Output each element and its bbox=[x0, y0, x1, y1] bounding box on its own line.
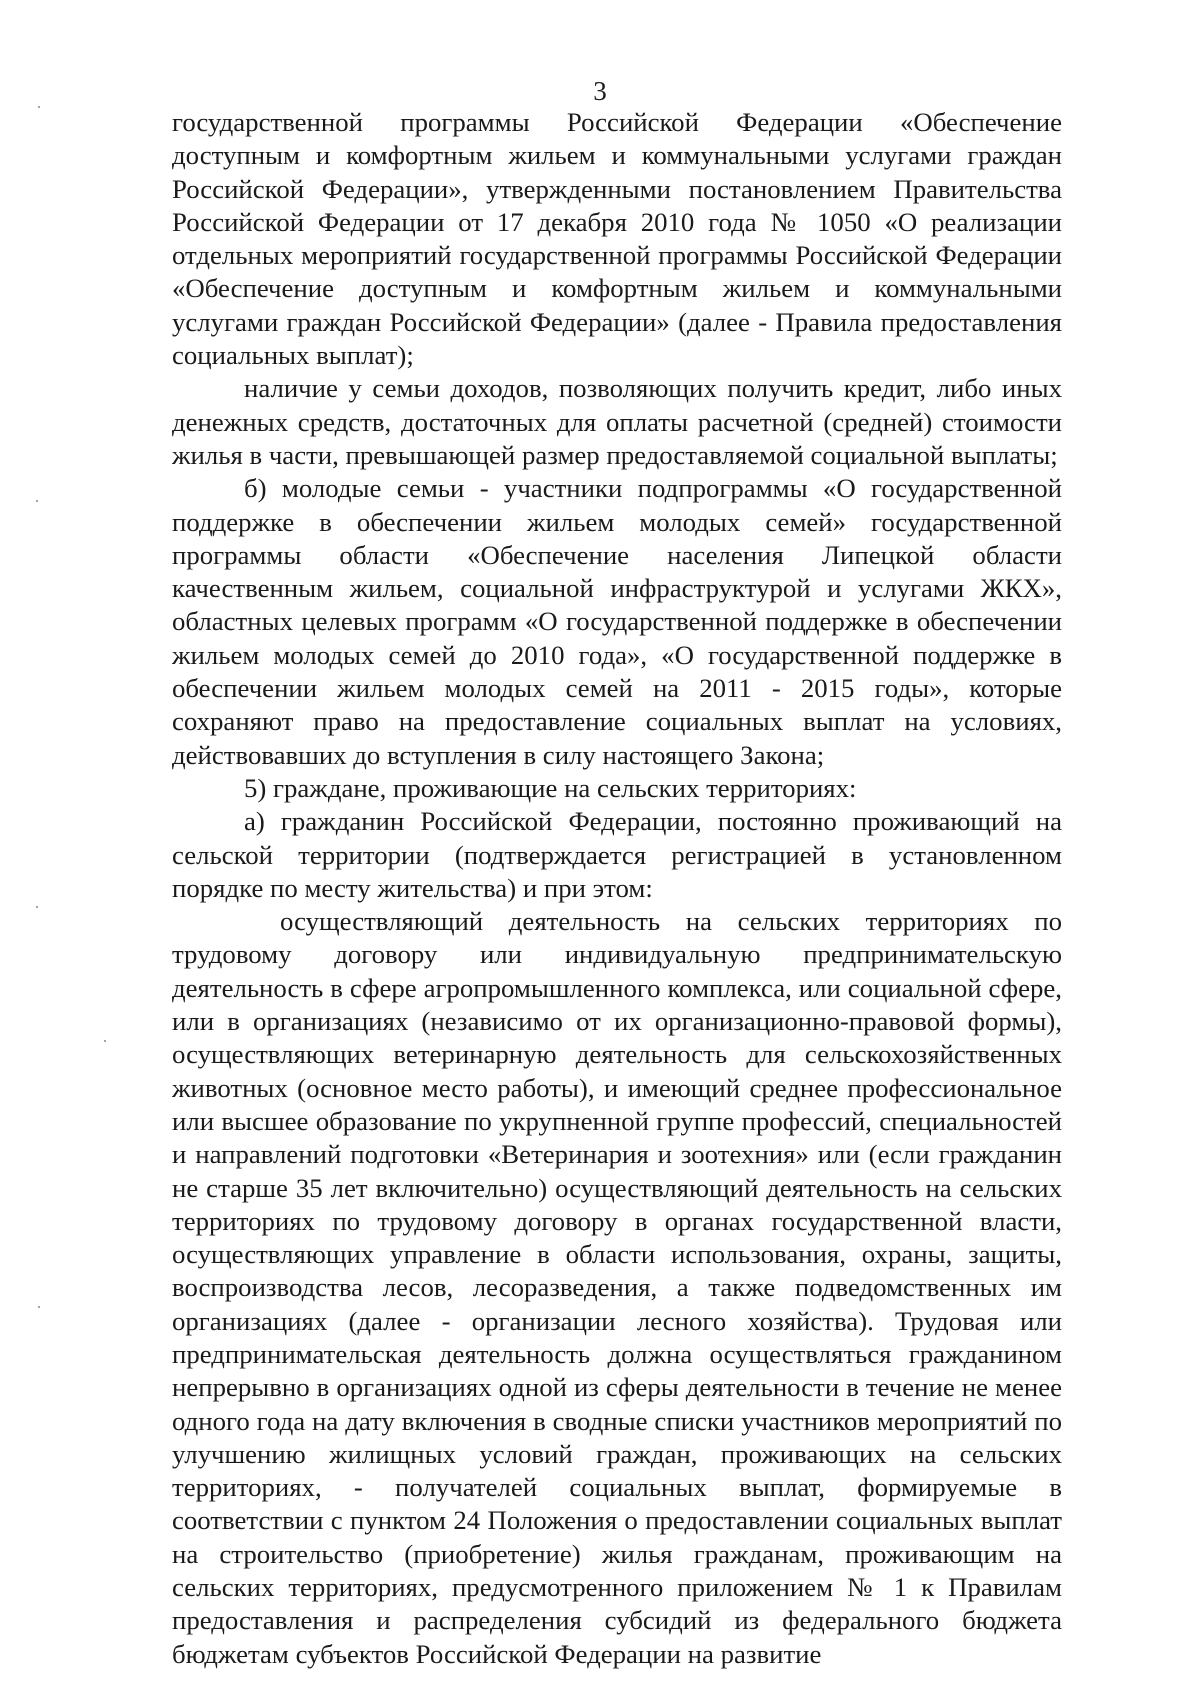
page-number: 3 bbox=[593, 76, 607, 106]
paragraph-rural-employment: осуществляющий деятельность на сельских территориях по трудовому договору или индивидуальную предпринимательскую деятельность в сфере агропромышленного комплекса, или социальной сфере, или в организациях (независимо от их организационно-правовой формы), осуществляющих ветеринарную деятельность для сельскохозяйственных животных (основное место работы), и имеющий среднее профессиональное или высшее образование по укрупненной группе профессий, специальностей и направлений подготовки «Ветеринария и зоотехния» или (если гражданин не старше 35 лет включительно) осуществляющий деятельность на сельских территориях по трудовому договору в органах государственной власти, осуществляющих управление в области использования, охраны, защиты, воспроизводства лесов, лесоразведения, а также подведомственных им организациях (далее - организации лесного хозяйства). Трудовая или предпринимательская деятельность должна осуществляться гражданином непрерывно в организациях одной из сферы деятельности в течение не менее одного года на дату включения в сводные списки участников мероприятий по улучшению жилищных условий граждан, проживающих на сельских территориях, - получателей социальных выплат, формируемые в соответствии с пунктом 24 Положения о предоставлении социальных выплат на строительство (приобретение) жилья гражданам, проживающим на сельских территориях, предусмотренного приложением № 1 к Правилам предоставления и распределения субсидий из федерального бюджета бюджетам субъектов Российской Федерации на развитие bbox=[172, 906, 1062, 1669]
scan-speck bbox=[104, 1040, 106, 1042]
scan-speck bbox=[36, 500, 38, 502]
paragraph-young-families: б) молодые семьи - участники подпрограммы «О государственной поддержке в обеспечении жильем молодых семей» государственной программы области «Обеспечение населения Липецкой области качественным жильем, социальной инфраструктурой и услугами ЖКХ», областных целевых программ «О государственной поддержке в обеспечении жильем молодых семей до 2010 года», «О государственной поддержке в обеспечении жильем молодых семей на 2011 - 2015 годы», которые сохраняют право на предоставление социальных выплат на условиях, действовавших до вступления в силу настоящего Закона; bbox=[172, 473, 1062, 770]
document-body bbox=[172, 106, 1062, 1671]
paragraph-program-reference: государственной программы Российской Федерации «Обеспечение доступным и комфортным жильем и коммунальными услугами граждан Российской Федерации», утвержденными постановлением Правительства Российской Федерации от 17 декабря 2010 года № 1050 «О реализации отдельных мероприятий государственной программы Российской Федерации «Обеспечение доступным и комфортным жильем и коммунальными услугами граждан Российской Федерации» (далее - Правила предоставления социальных выплат); bbox=[172, 107, 1062, 371]
paragraph-income-condition: наличие у семьи доходов, позволяющих получить кредит, либо иных денежных средств, достаточных для оплаты расчетной (средней) стоимости жилья в части, превышающей размер предоставляемой социальной выплаты; bbox=[172, 373, 1062, 470]
scan-speck bbox=[36, 906, 38, 908]
paragraph-rural-citizens: 5) граждане, проживающие на сельских территориях: bbox=[244, 772, 857, 803]
scan-speck bbox=[38, 106, 40, 108]
paragraph-rural-resident: а) гражданин Российской Федерации, постоянно проживающий на сельской территории (подтверждается регистрацией в установленном порядке по месту жительства) и при этом: bbox=[172, 806, 1062, 903]
scan-speck bbox=[38, 1306, 40, 1308]
